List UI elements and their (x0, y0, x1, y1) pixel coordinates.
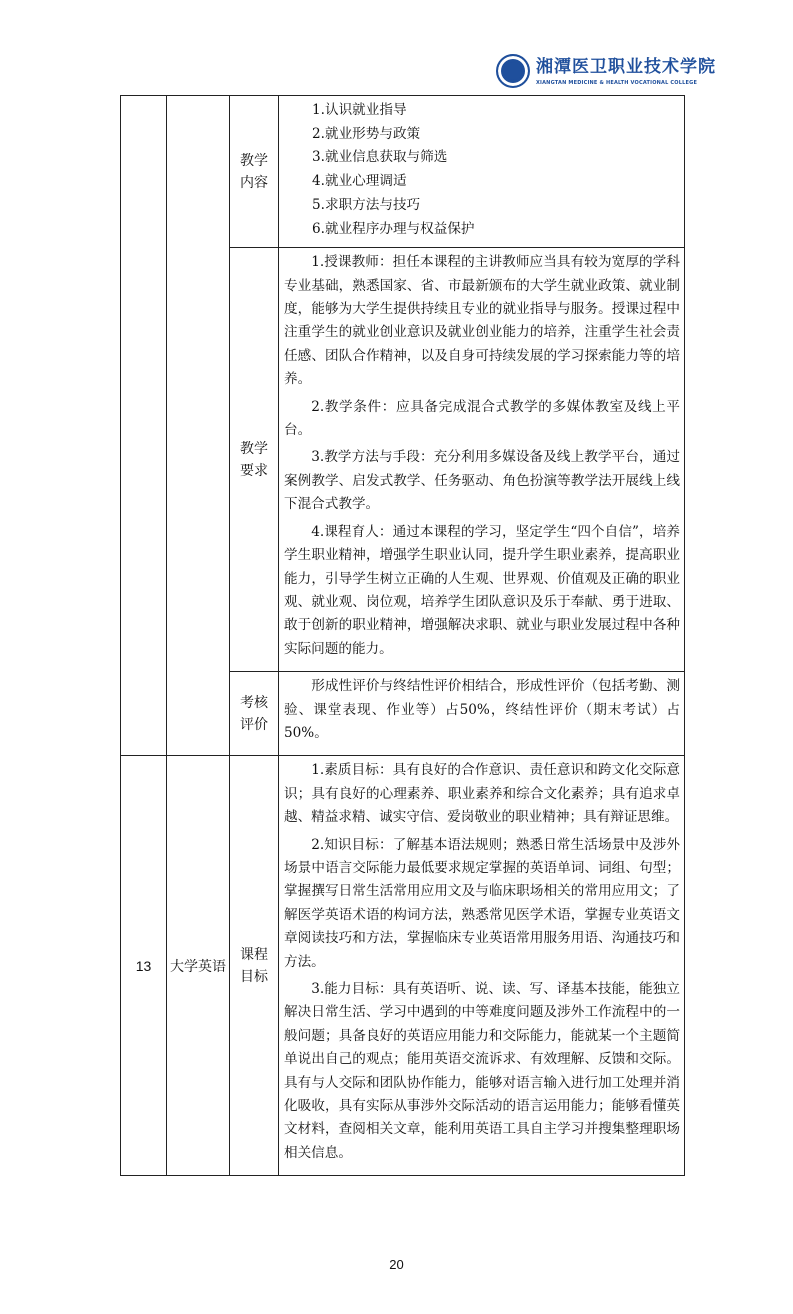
course-objectives: 1.素质目标：具有良好的合作意识、责任意识和跨文化交际意识；具有良好的心理素养、职业素养和综合文化素养；具有追求卓越、精益求精、诚实守信、爱岗敬业的职业精神；具有辩证思维。 2.知识目标：了解基本语法规则；熟悉日常生活场景中及涉外场景中语言交际能力最低要求规定掌握的英语单词、词组、句型；掌握撰写日常生活常用应用文及与临床职场相关的常用应用文；了解医学英语术语的构词方法，熟悉常见医学术语，掌握专业英语文章阅读技巧和方法，掌握临床专业英语常用服务用语、沟通技巧和方法。 3.能力目标：具有英语听、说、读、写、译基本技能，能独立解决日常生活、学习中遇到的中等难度问题及涉外工作流程中的一般问题；具备良好的英语应用能力和交际能力，能就某一个主题简单说出自己的观点；能用英语交流诉求、有效理解、反馈和交际。具有与人交际和团队协作能力，能够对语言输入进行加工处理并消化吸收，具有实际从事涉外交际活动的语言运用能力；能够看懂英文材料，查阅相关文章，能利用英语工具自主学习并搜集整理职场相关信息。 (279, 756, 685, 1176)
table-row (121, 96, 685, 248)
course-number: 13 (121, 756, 167, 1176)
logo-en: XIANGTAN MEDICINE & HEALTH VOCATIONAL COLLEGE (536, 79, 698, 86)
list-item: 5.求职方法与技巧 (312, 196, 421, 213)
course-name: 大学英语 (167, 756, 230, 1176)
logo-cn: 湘潭医卫职业技术学院 (536, 56, 716, 77)
list-item: 1.认识就业指导 (312, 102, 407, 118)
row-label: 教学要求 (230, 248, 279, 672)
college-seal-icon (496, 54, 530, 88)
list-item: 4.就业心理调适 (312, 173, 407, 190)
course-table (120, 95, 685, 1176)
teaching-requirements: 1.授课教师：担任本课程的主讲教师应当具有较为宽厚的学科专业基础，熟悉国家、省、市最新颁布的大学生就业政策、就业制度，能够为大学生提供持续且专业的就业指导与服务。授课过程中注重学生的就业创业意识及就业创业能力的培养，注重学生社会责任感、团队合作精神，以及自身可持续发展的学习探索能力等的培养。 2.教学条件：应具备完成混合式教学的多媒体教室及线上平台。 3.教学方法与手段：充分利用多媒设备及线上教学平台，通过案例教学、启发式教学、任务驱动、角色扮演等教学法开展线上线下混合式教学。 4.课程育人：通过本课程的学习，坚定学生“四个自信”，培养学生职业精神，增强学生职业认同，提升学生职业素养，提高职业能力，引导学生树立正确的人生观、世界观、价值观及正确的职业观、就业观、岗位观，培养学生团队意识及乐于奉献、勇于进取、敢于创新的职业精神，增强解决求职、就业与职业发展过程中各种实际问题的能力。 (279, 248, 685, 672)
teaching-content (279, 96, 685, 248)
list-item: 6.就业程序办理与权益保护 (312, 220, 475, 237)
list-item: 3.就业信息获取与筛选 (312, 149, 448, 166)
row-label: 考核评价 (230, 672, 279, 756)
assessment: 形成性评价与终结性评价相结合，形成性评价（包括考勤、测验、课堂表现、作业等）占50%，终结性评价（期末考试）占50%。 (279, 672, 685, 756)
row-label: 课程目标 (230, 756, 279, 1176)
list-item: 2.就业形势与政策 (312, 125, 421, 142)
table-row (121, 756, 685, 1176)
row-label: 教学内容 (230, 96, 279, 248)
page-number: 20 (389, 1257, 404, 1273)
college-logo (496, 54, 716, 88)
